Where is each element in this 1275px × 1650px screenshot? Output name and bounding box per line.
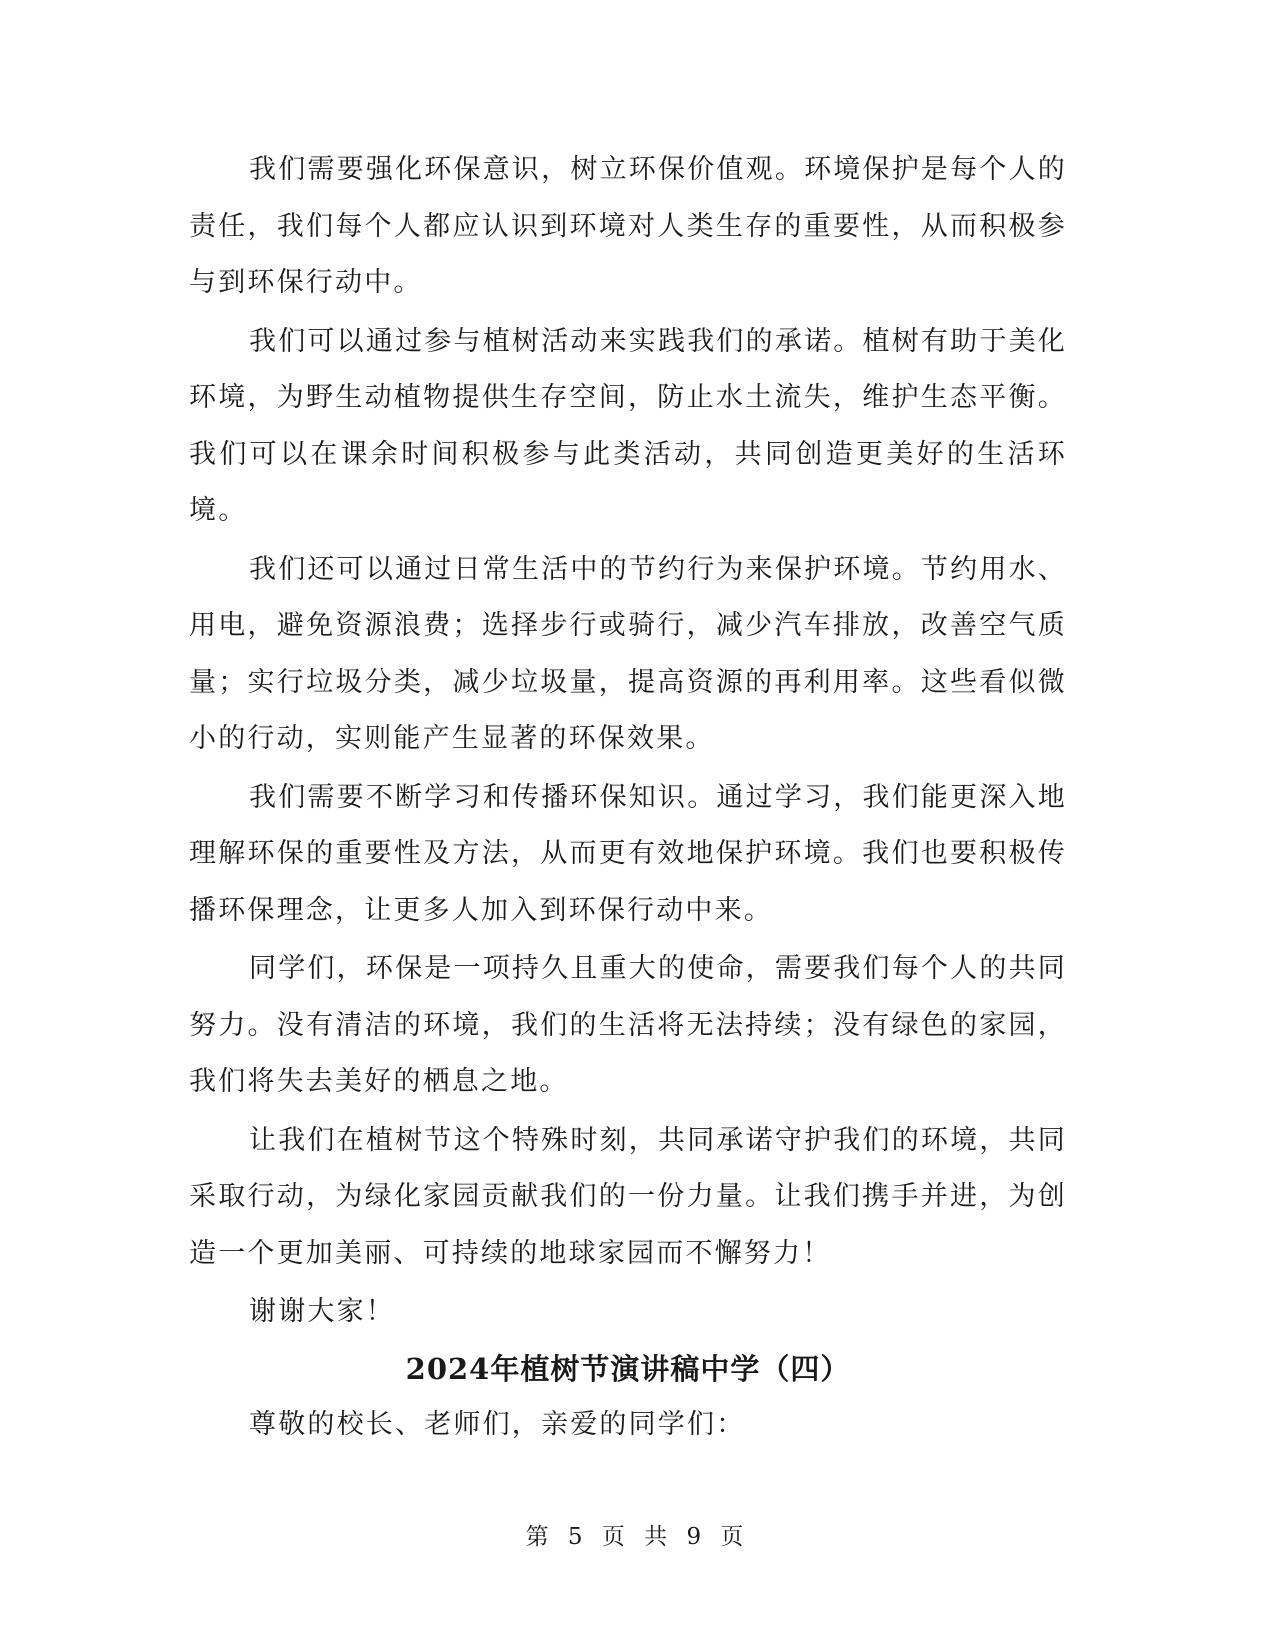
paragraph-tree-planting: 我们可以通过参与植树活动来实践我们的承诺。植树有助于美化环境，为野生动植物提供生存空间，防止水土流失，维护生态平衡。我们可以在课余时间积极参与此类活动，共同创造更美好的生活环境。 [189, 325, 1067, 526]
paragraph-shared-mission: 同学们，环保是一项持久且重大的使命，需要我们每个人的共同努力。没有清洁的环境，我们的生活将无法持续；没有绿色的家园，我们将失去美好的栖息之地。 [189, 953, 1067, 1097]
paragraph-call-to-action: 让我们在植树节这个特殊时刻，共同承诺守护我们的环境，共同采取行动，为绿化家园贡献我们的一份力量。让我们携手并进，为创造一个更加美丽、可持续的地球家园而不懈努力！ [189, 1124, 1067, 1269]
greeting: 尊敬的校长、老师们，亲爱的同学们： [249, 1408, 746, 1440]
paragraph-thanks: 谢谢大家！ [249, 1296, 395, 1327]
paragraph-learning-spreading: 我们需要不断学习和传播环保知识。通过学习，我们能更深入地理解环保的重要性及方法，从而更有效地保护环境。我们也要积极传播环保理念，让更多人加入到环保行动中来。 [189, 781, 1067, 926]
section-title: 2024年植树节演讲稿中学（四） [405, 1351, 851, 1386]
paragraph-daily-saving: 我们还可以通过日常生活中的节约行为来保护环境。节约用水、用电，避免资源浪费；选择步行或骑行，减少汽车排放，改善空气质量；实行垃圾分类，减少垃圾量，提高资源的再利用率。这些看似微小的行动，实则能产生显著的环保效果。 [189, 553, 1067, 754]
paragraph-environmental-awareness: 我们需要强化环保意识，树立环保价值观。环境保护是每个人的责任，我们每个人都应认识到环境对人类生存的重要性，从而积极参与到环保行动中。 [189, 154, 1067, 298]
page-number-footer: 第 5 页 共 9 页 [525, 1524, 750, 1550]
document-body [189, 142, 1067, 1453]
